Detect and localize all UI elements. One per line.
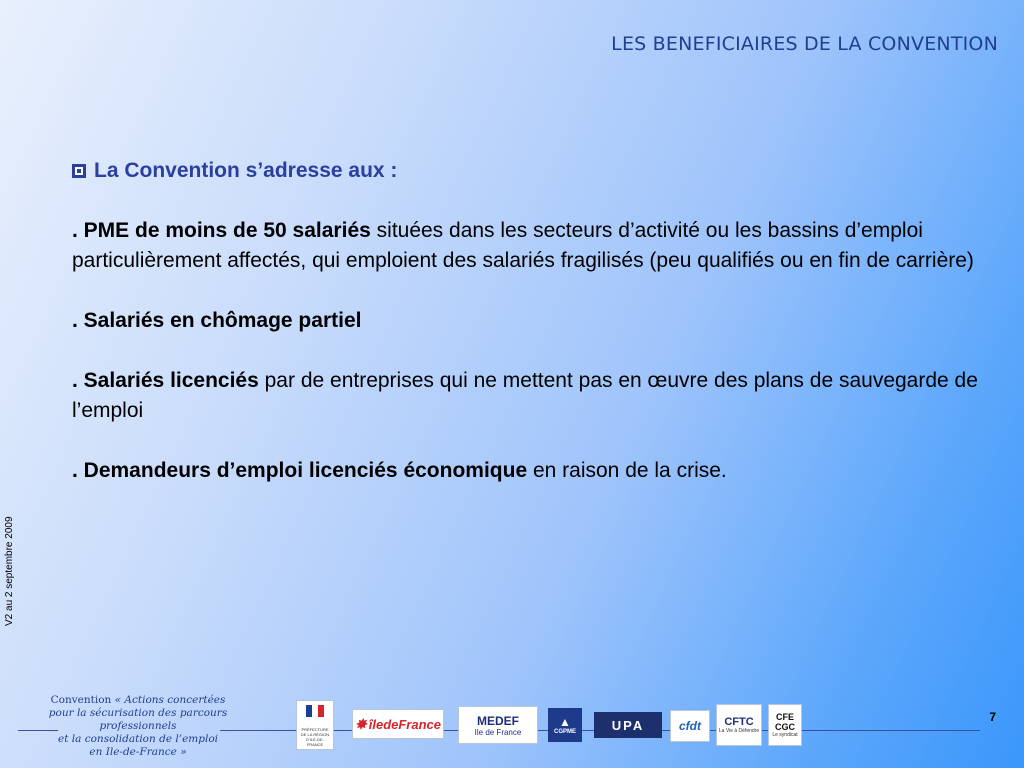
prefecture-logo xyxy=(296,700,334,750)
item-bold: . Demandeurs d’emploi licenciés économique xyxy=(72,459,528,482)
iledefrance-logo xyxy=(352,709,444,739)
cgpme-logo xyxy=(548,708,582,742)
item-bold: . PME de moins de 50 salariés xyxy=(72,219,371,242)
beneficiary-item-licencies xyxy=(72,366,982,426)
star-icon: ✸ xyxy=(355,715,367,732)
triangle-icon: ▲ xyxy=(559,715,571,729)
square-bullet-icon xyxy=(72,164,86,178)
cftc-text: CFTC xyxy=(724,716,754,728)
footer-line4: en Ile-de-France » xyxy=(89,746,187,758)
medef-text: MEDEF xyxy=(477,713,519,728)
item-bold: . Salariés en chômage partiel xyxy=(72,309,362,332)
intro-text: La Convention s’adresse aux : xyxy=(94,159,398,182)
cftc-sub: La Vie à Défendre xyxy=(718,728,760,734)
cftc-logo xyxy=(716,704,762,746)
medef-sub: Ile de France xyxy=(474,727,522,737)
footer-line1: « Actions concertées xyxy=(114,694,226,706)
cgpme-text: CGPME xyxy=(553,729,576,735)
item-bold: . Salariés licenciés xyxy=(72,369,259,392)
cfecgc-sub: Le syndicat xyxy=(772,732,798,738)
upa-logo xyxy=(594,712,662,738)
beneficiary-item-chomage-partiel xyxy=(72,306,982,336)
beneficiary-item-demandeurs xyxy=(72,456,982,486)
cfecgc-text: CFE CGC xyxy=(775,712,795,732)
page-number: 7 xyxy=(989,710,996,724)
intro-line xyxy=(72,156,982,186)
footer-note xyxy=(18,694,258,759)
item-rest: par de entreprises qui ne mettent pas en œuvre des plans de sauvegarde de l’emploi xyxy=(72,369,978,422)
cfecgc-logo xyxy=(768,704,802,746)
footer-convention-label: Convention xyxy=(50,694,112,706)
slide-title: LES BENEFICIAIRES DE LA CONVENTION xyxy=(611,33,998,55)
beneficiary-item-pme xyxy=(72,216,982,276)
item-rest: en raison de la crise. xyxy=(527,459,727,482)
cfdt-logo xyxy=(670,710,710,742)
medef-logo xyxy=(458,706,538,744)
upa-text: UPA xyxy=(611,717,645,733)
footer-divider-left xyxy=(18,730,58,731)
prefecture-text: PRÉFECTURE DE LA RÉGION D'ILE-DE-FRANCE xyxy=(300,727,330,747)
version-label: V2 au 2 septembre 2009 xyxy=(4,516,15,626)
iledefrance-text: îledeFrance xyxy=(368,716,441,732)
tricolor-flag-icon xyxy=(306,705,324,717)
slide-content xyxy=(72,156,982,486)
item-rest: situées dans les secteurs d’activité ou les bassins d’emploi particulièrement affectés, qui emploient des salariés fragilisés (peu qualifiés ou en fin de carrière) xyxy=(72,219,974,272)
footer-line3: et la consolidation de l’emploi xyxy=(58,733,218,745)
footer-line2: pour la sécurisation des parcours professionnels xyxy=(48,707,228,732)
cfdt-text: cfdt xyxy=(679,719,701,733)
